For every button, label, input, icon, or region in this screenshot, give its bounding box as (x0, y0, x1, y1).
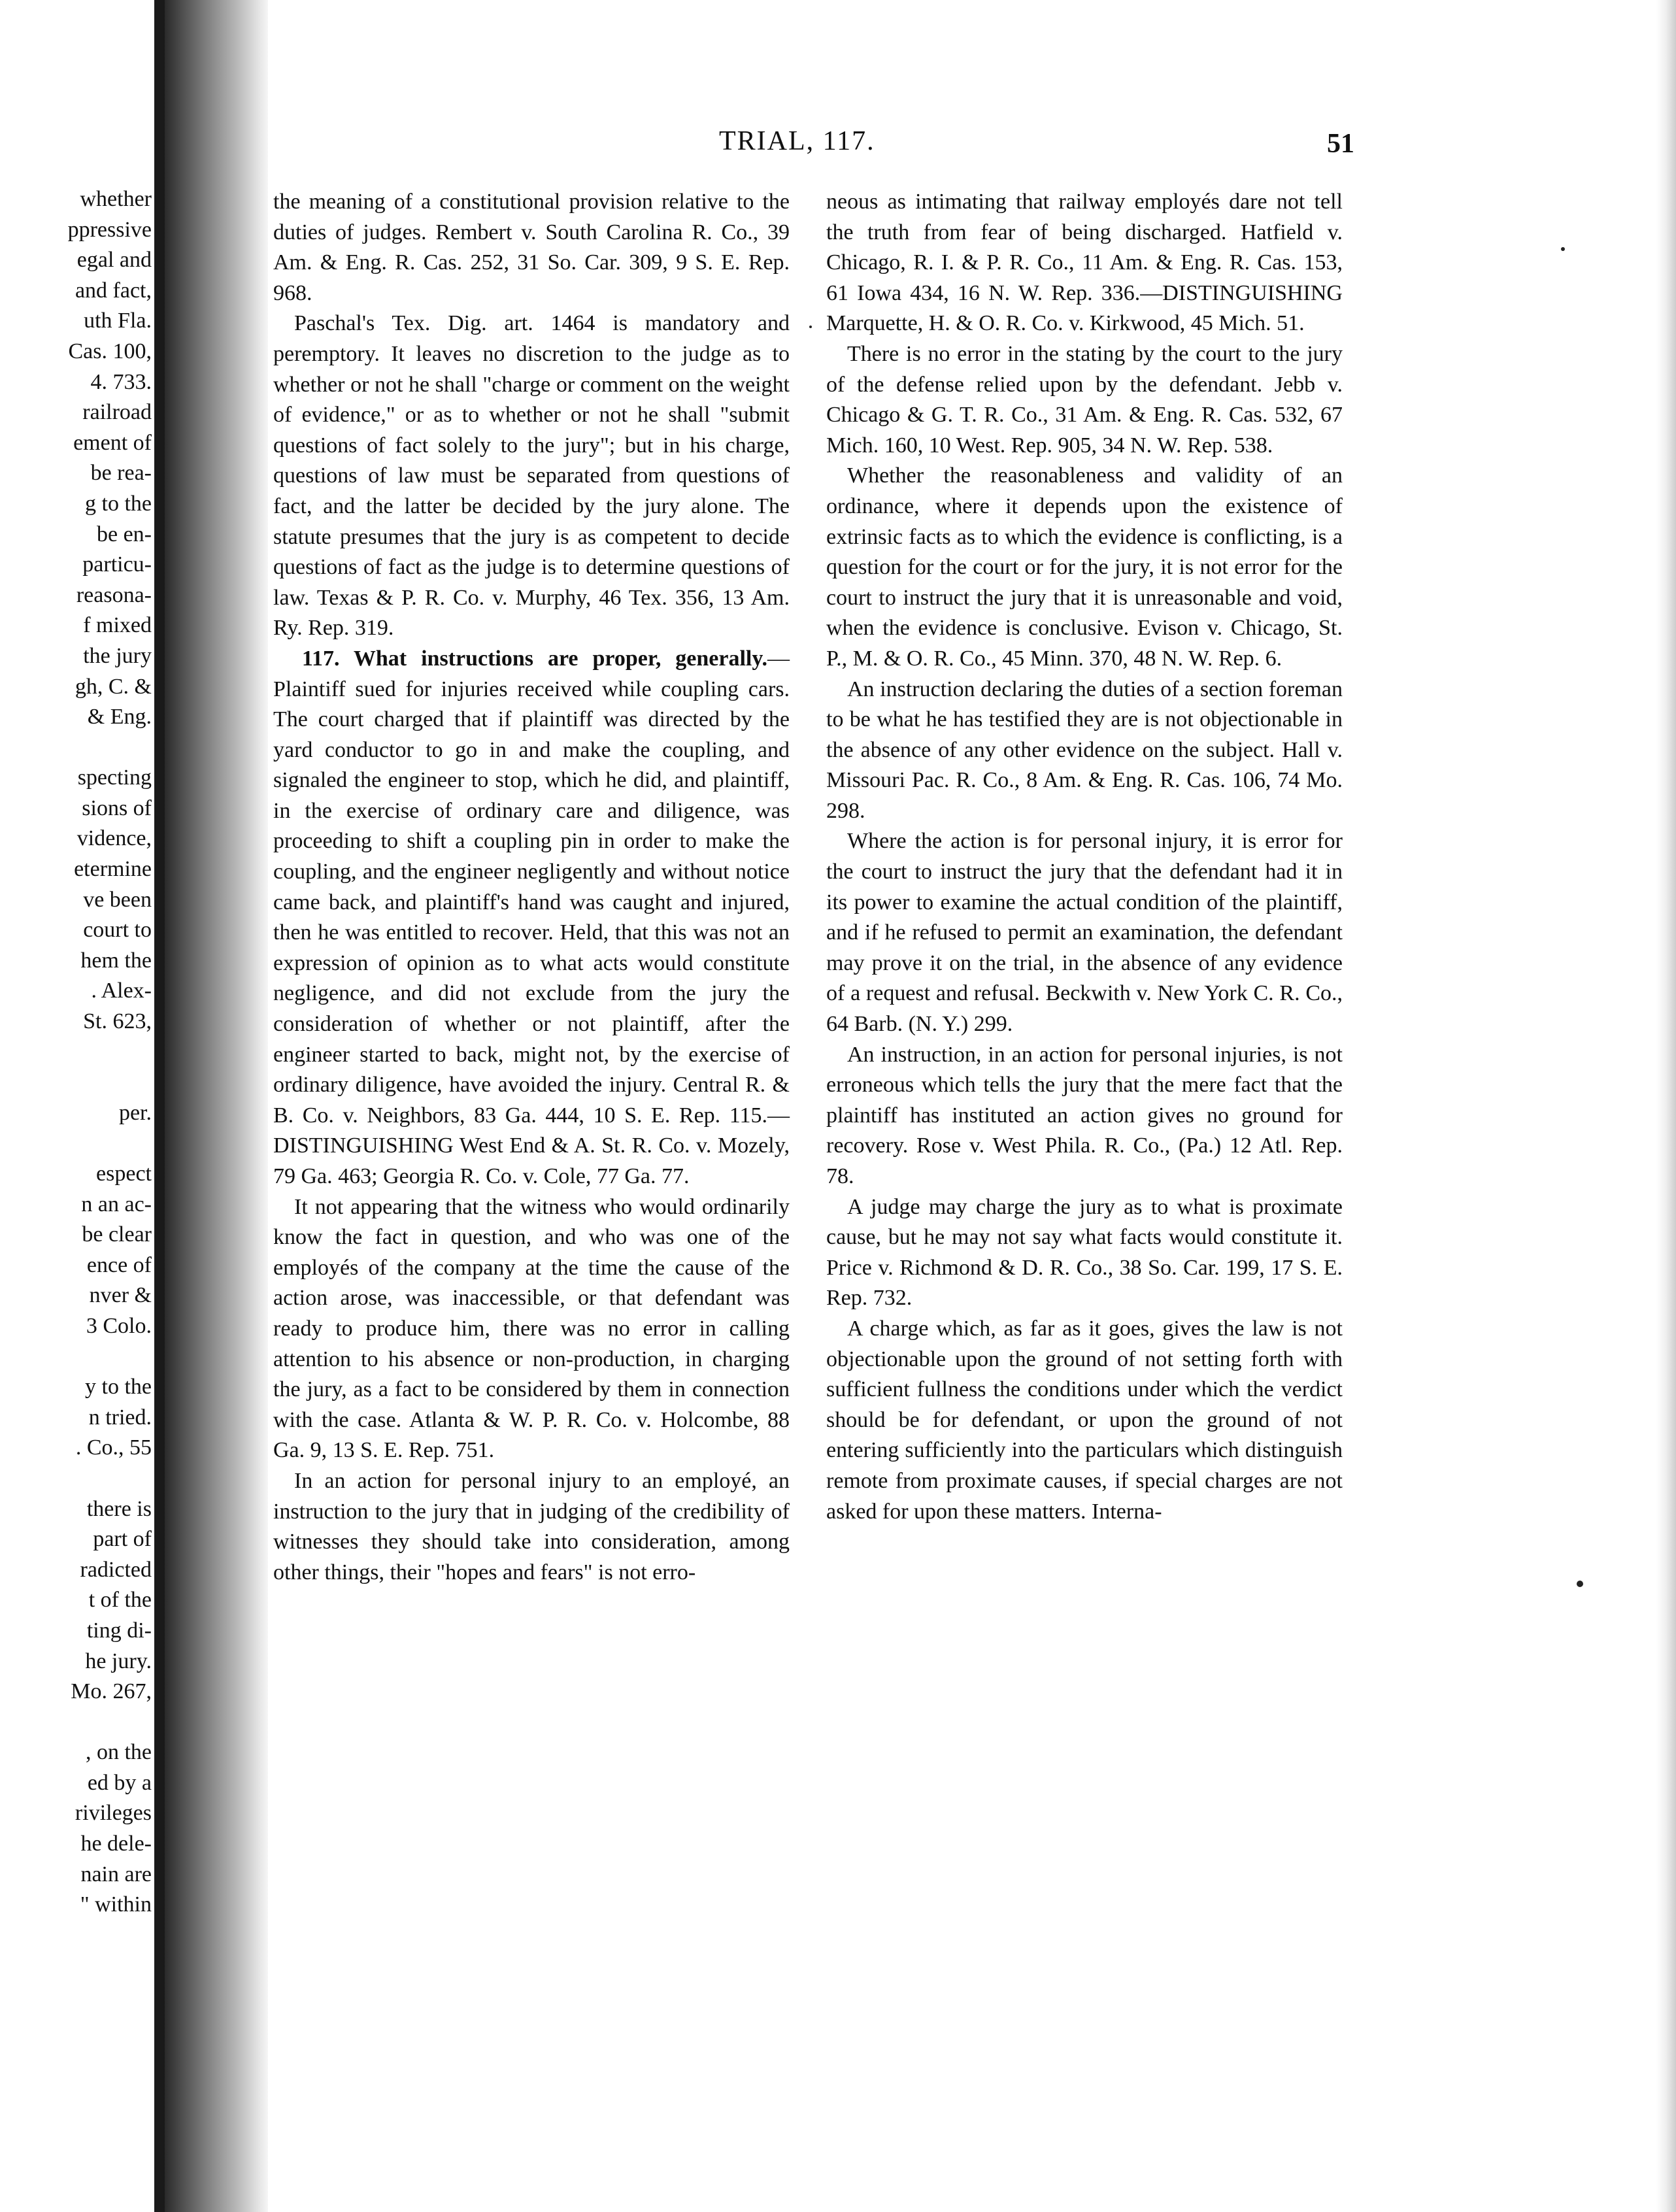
fragment-line (0, 1464, 152, 1494)
fragment-line (0, 1707, 152, 1738)
fragment-line: f mixed (83, 613, 152, 638)
paragraph: In an action for personal injury to an employé, an instruction to the jury that in judging of the credibility of witnesses they should take into consideration, among other things, their "hopes and fears" is not erro- (273, 1468, 790, 1584)
scan-speck (1561, 247, 1565, 251)
fragment-line: reasona- (76, 582, 152, 607)
paragraph: An instruction declaring the duties of a section foreman to be what he has testified they are is not objectionable in the absence of any other evidence on the subject. Hall v. Missouri Pac. R. Co., 8 Am. & Eng. R. Cas. 106, 74 Mo. 298. (826, 677, 1343, 823)
fragment-line: rivileges (75, 1801, 152, 1826)
scan-speck (809, 326, 812, 328)
fragment-line: particu- (82, 552, 152, 577)
fragment-line: be rea- (90, 461, 152, 486)
paragraph: Paschal's Tex. Dig. art. 1464 is mandatory and peremptory. It leaves no discretion to the judge as to whether or not he shall "charge or comment on the weight of evidence," or as to whether or not he shall "submit questions of fact solely to the jury"; but in his charge, questions of law must be separated from questions of fact, and the latter be decided by the jury alone. The statute presumes that the jury is as competent to decide questions of fact as the judge is to determine questions of law. Texas & P. R. Co. v. Murphy, 46 Tex. 356, 13 Am. Ry. Rep. 319. (273, 311, 790, 641)
fragment-line: . Co., 55 (75, 1435, 152, 1460)
fragment-line: t of the (88, 1588, 152, 1613)
fragment-line: ting di- (86, 1618, 152, 1643)
fragment-line: ement of (73, 430, 152, 455)
paragraph: An instruction, in an action for personal injuries, is not erroneous which tells the jury that the mere fact that the plaintiff has instituted an action gives no ground for recovery. Rose v. West Phila. R. Co., (Pa.) 12 Atl. Rep. 78. (826, 1042, 1343, 1188)
paragraph: A judge may charge the jury as to what is proximate cause, but he may not say what facts would constitute it. Price v. Richmond & D. R. Co., 38 So. Car. 199, 17 S. E. Rep. 732. (826, 1194, 1343, 1311)
fragment-line: nver & (89, 1283, 152, 1308)
paragraph: neous as intimating that railway employés dare not tell the truth from fear of being discharged. Hatfield v. Chicago, R. I. & P. R. Co., 11 Am. & Eng. R. Cas. 153, 61 Iowa 434, 16 N. W. Rep. 336.—DISTINGUISHING Marquette, H. & O. R. Co. v. Kirkwood, 45 Mich. 51. (826, 190, 1343, 336)
fragment-line: the jury (83, 643, 152, 668)
fragment-line: n tried. (88, 1405, 152, 1430)
section-paragraph (273, 644, 790, 1192)
fragment-line (0, 1342, 152, 1373)
fragment-line: there is (86, 1496, 152, 1521)
fragment-line: & Eng. (87, 705, 152, 729)
fragment-line: court to (83, 918, 152, 943)
paragraph: There is no error in the stating by the court to the jury of the defense relied upon by the defendant. Jebb v. Chicago & G. T. R. Co., 31 Am. & Eng. R. Cas. 532, 67 Mich. 160, 10 West. Rep. 905, 34 N. W. Rep. 538. (826, 341, 1343, 458)
binding-gutter (165, 0, 268, 2212)
running-head: TRIAL, 117. (719, 126, 875, 156)
fragment-line: 3 Colo. (86, 1313, 152, 1338)
fragment-line: whether (80, 187, 152, 211)
fragment-line: nain are (80, 1862, 152, 1886)
fragment-line: St. 623, (83, 1009, 152, 1034)
right-column (826, 187, 1343, 1527)
fragment-line: g to the (85, 491, 152, 516)
fragment-line: part of (93, 1527, 152, 1552)
fragment-line: per. (118, 1100, 152, 1125)
paragraph: Where the action is for personal injury, it is error for the court to instruct the jury that the defendant had it in its power to examine the actual condition of the plaintiff, and if he refused to permit an examination, the defendant may prove it on the trial, in the absence of any evidence of a request and refusal. Beckwith v. New York C. R. Co., 64 Barb. (N. Y.) 299. (826, 829, 1343, 1037)
fragment-line (0, 733, 152, 763)
page-edge (1656, 0, 1676, 2212)
fragment-line: ve been (83, 887, 152, 912)
fragment-line: gh, C. & (75, 674, 152, 699)
fragment-line: and fact, (75, 278, 152, 303)
fragment-line: sions of (82, 796, 152, 820)
previous-page-fragment (0, 184, 152, 1920)
fragment-line: be en- (96, 522, 152, 546)
fragment-line: he jury. (85, 1649, 152, 1673)
left-column (273, 187, 790, 1588)
section-title: 117. What instructions are proper, generally. (301, 646, 767, 671)
fragment-line: hem the (80, 948, 152, 973)
page-number: 51 (1327, 129, 1354, 159)
fragment-line: egal and (76, 248, 152, 273)
fragment-line: specting (77, 765, 152, 790)
fragment-line: ed by a (87, 1770, 152, 1795)
paragraph: Whether the reasonableness and validity of an ordinance, where it depends upon the existence of extrinsic facts as to which the evidence is conflicting, is a question for the court or for the jury, it is not error for the court to instruct the jury that it is unreasonable and void, when the evidence is conclusive. Evison v. Chicago, St. P., M. & O. R. Co., 45 Minn. 370, 48 N. W. Rep. 6. (826, 463, 1343, 671)
fragment-line: y to the (85, 1375, 152, 1399)
fragment-line (0, 1037, 152, 1068)
fragment-line: ence of (86, 1252, 152, 1277)
fragment-line: etermine (74, 857, 152, 882)
fragment-line (0, 1067, 152, 1098)
fragment-line: espect (96, 1162, 152, 1186)
fragment-line: n an ac- (81, 1192, 152, 1216)
scan-speck (1577, 1581, 1583, 1587)
section-text: —Plaintiff sued for injuries received while coupling cars. The court charged that if plaintiff was directed by the yard conductor to go in and make the coupling, and signaled the engineer to stop, which he did, and plaintiff, in the exercise of ordinary care and diligence, was proceeding to shift a coupling pin in order to make the coupling, and the engineer negligently and without notice came back, and plaintiff's hand was caught and injured, then he was entitled to recover. Held, that this was not an expression of opinion as to what acts would constitute negligence, and did not exclude from the jury the consideration of whether or not plaintiff, after the engineer started to back, might not, by the exercise of ordinary diligence, have avoided the injury. Central R. & B. Co. v. Neighbors, 83 Ga. 444, 10 S. E. Rep. 115.—DISTINGUISHING West End & A. St. R. Co. v. Mozely, 79 Ga. 463; Georgia R. Co. v. Cole, 77 Ga. 77. (273, 646, 790, 1188)
fragment-line: be clear (82, 1222, 152, 1247)
fragment-line: radicted (80, 1557, 152, 1582)
fragment-line: Cas. 100, (68, 339, 152, 363)
fragment-line: 4. 733. (90, 369, 152, 394)
fragment-line: " within (80, 1892, 152, 1917)
paragraph: A charge which, as far as it goes, gives the law is not objectionable upon the ground of not setting forth with sufficient fullness the conditions under which the verdict should be for defendant, or upon the ground of not entering sufficiently into the particulars which distinguish remote from proximate causes, if special charges are not asked for upon these matters. Interna- (826, 1316, 1343, 1524)
paragraph: the meaning of a constitutional provision relative to the duties of judges. Rembert v. South Carolina R. Co., 39 Am. & Eng. R. Cas. 252, 31 So. Car. 309, 9 S. E. Rep. 968. (273, 190, 790, 305)
fragment-line: ppressive (67, 217, 152, 242)
fragment-line: Mo. 267, (71, 1679, 152, 1704)
fragment-line: vidence, (76, 826, 152, 851)
fragment-line: railroad (82, 400, 152, 425)
paragraph: It not appearing that the witness who would ordinarily know the fact in question, and who was one of the employés of the company at the time the cause of the action arose, was inaccessible, or that defendant was ready to produce him, there was no error in calling attention to his absence or non-production, in charging the jury, as a fact to be considered by them in connection with the case. Atlanta & W. P. R. Co. v. Holcombe, 88 Ga. 9, 13 S. E. Rep. 751. (273, 1194, 790, 1463)
fragment-line: . Alex- (91, 979, 152, 1003)
fragment-line: uth Fla. (84, 309, 152, 333)
fragment-line: , on the (85, 1740, 152, 1765)
fragment-line: he dele- (80, 1832, 152, 1856)
fragment-line (0, 1128, 152, 1159)
